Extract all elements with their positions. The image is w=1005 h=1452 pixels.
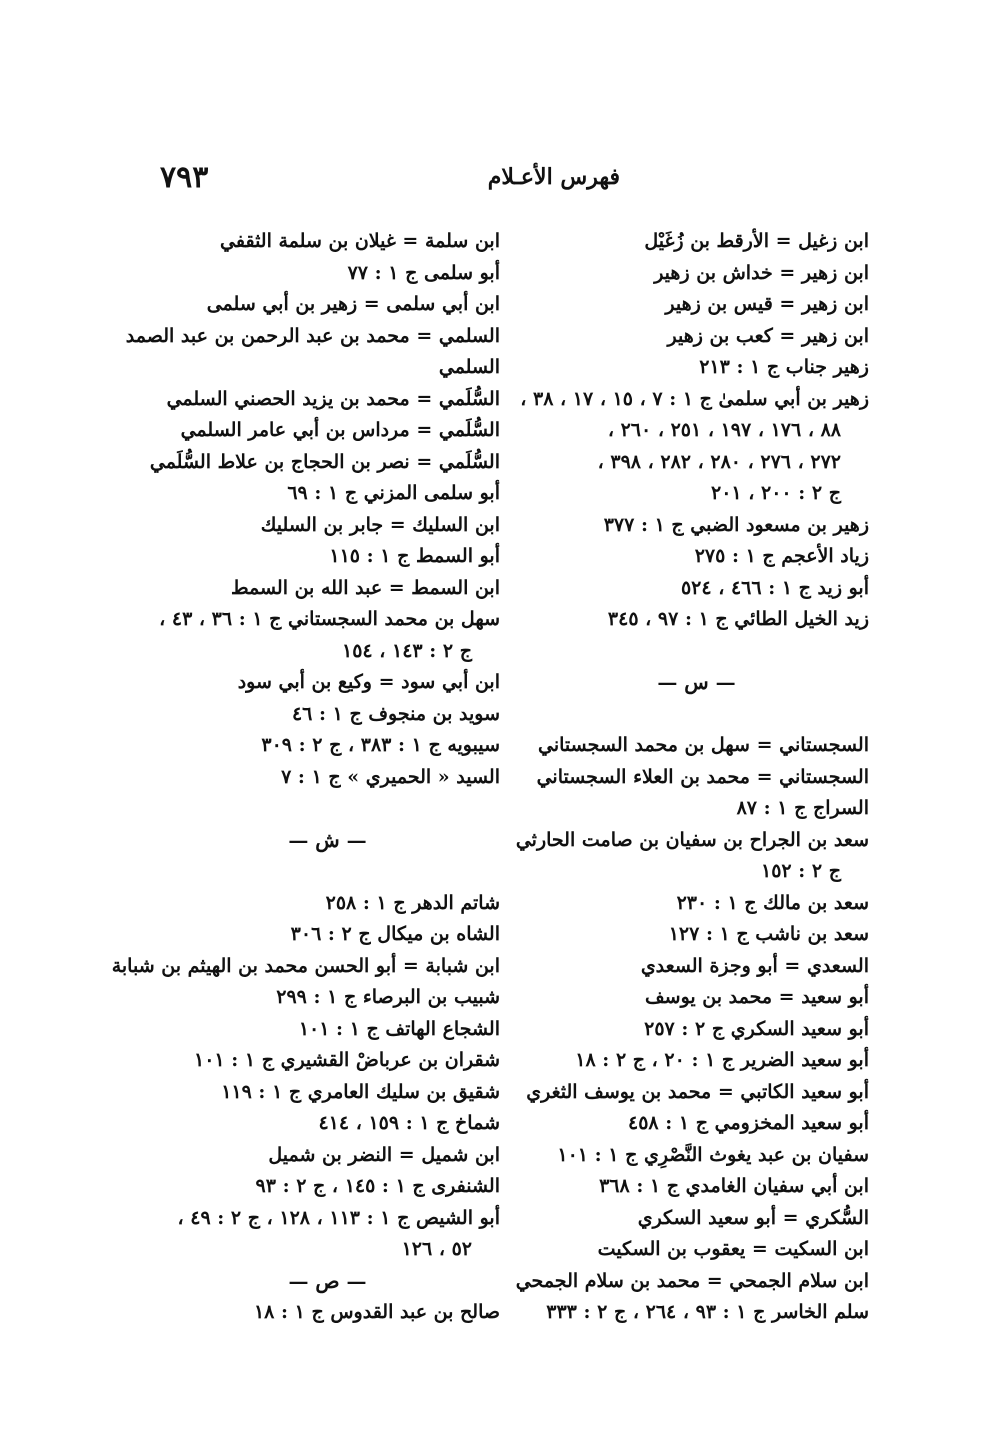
index-entry: ابن السمط = عبد الله بن السمط (230, 576, 500, 599)
index-entry: ابن أبي سفيان الغامدي ج ١ : ٣٦٨ (599, 1175, 869, 1197)
index-entry: السعدي = أبو وجزة السعدي (640, 954, 869, 977)
index-entry: السُّلَمي = نصر بن الحجاج بن علاط السُّلَمي (149, 450, 500, 473)
index-entry: ابن شميل = النضر بن شميل (268, 1143, 500, 1166)
index-entry: أبو الشيص ج ١ : ١١٣ ، ١٢٨ ، ج ٢ : ٤٩ ، (177, 1206, 500, 1229)
index-entry: ج ٢ : ١٥٢ (761, 860, 841, 882)
index-entry: السلمي = محمد بن عبد الرحمن بن عبد الصمد (125, 324, 500, 347)
index-entry: زيد الخيل الطائي ج ١ : ٩٧ ، ٣٤٥ (607, 608, 869, 630)
index-entry: ابن أبي سود = وكيع بن أبي سود (237, 671, 500, 693)
index-entry: زهير بن أبي سلمىٰ ج ١ : ٧ ، ١٥ ، ١٧ ، ٣٨ ، (520, 387, 869, 410)
index-entry: السيد « الحميري » ج ١ : ٧ (281, 765, 500, 788)
index-entry: زهير بن مسعود الضبي ج ١ : ٣٧٧ (603, 513, 869, 536)
index-entry: سيبويه ج ١ : ٣٨٣ ، ج ٢ : ٣٠٩ (261, 734, 500, 756)
index-entry: سعد بن مالك ج ١ : ٢٣٠ (676, 891, 869, 914)
index-entry: ابن أبي سلمى = زهير بن أبي سلمى (206, 293, 500, 315)
index-entry: شقيق بن سليك العامري ج ١ : ١١٩ (221, 1080, 500, 1103)
index-entry: الشاه بن ميكال ج ٢ : ٣٠٦ (290, 923, 500, 945)
index-entry: شقران بن عرباضْ القشيري ج ١ : ١٠١ (193, 1049, 500, 1071)
index-entry: السجستاني = سهل بن محمد السجستاني (538, 734, 869, 756)
index-entry: أبو سلمى المزني ج ١ : ٦٩ (287, 482, 500, 504)
index-entry: السُّلَمي = مرداس بن أبي عامر السلمي (180, 419, 500, 441)
index-entry: أبو زيد ج ١ : ٤٦٦ ، ٥٢٤ (680, 576, 869, 599)
index-entry: سعد بن ناشب ج ١ : ١٢٧ (668, 923, 869, 945)
index-entry: السراج ج ١ : ٨٧ (736, 797, 869, 819)
index-entry: ابن زغيل = الأرقط بن زُغَيْل (644, 230, 869, 252)
section-heading: — س — (657, 670, 736, 694)
index-entry: سعد بن الجراح بن سفيان بن صامت الحارثي (515, 828, 869, 851)
index-entry: ابن السليك = جابر بن السليك (260, 513, 500, 536)
blank-line (524, 699, 869, 731)
index-entry: أبو السمط ج ١ : ١١٥ (329, 545, 500, 567)
page-header (160, 160, 860, 200)
section-heading: — ص — (288, 1268, 367, 1293)
index-entry: أبو سعيد الكاتبي = محمد بن يوسف الثغري (526, 1080, 869, 1103)
index-entry: الشجاع الهاتف ج ١ : ١٠١ (298, 1017, 500, 1040)
blank-line (155, 793, 500, 825)
index-entry: زهير جناب ج ١ : ٢١٣ (699, 356, 869, 378)
index-entry: السُّلَمي = محمد بن يزيد الحصني السلمي (166, 387, 500, 410)
index-entry: أبو سعيد المخزومي ج ١ : ٤٥٨ (628, 1112, 869, 1134)
index-entry: سلم الخاسر ج ١ : ٩٣ ، ٢٦٤ ، ج ٢ : ٣٣٣ (546, 1301, 869, 1323)
index-entry: شاتم الدهر ج ١ : ٢٥٨ (325, 891, 500, 914)
index-entry: شبيب بن البرصاء ج ١ : ٢٩٩ (276, 986, 500, 1008)
left-column (111, 226, 500, 1329)
index-entry: ابن زهير = قيس بن زهير (665, 293, 869, 315)
index-entry: الشنفرى ج ١ : ١٤٥ ، ج ٢ : ٩٣ (255, 1175, 500, 1197)
index-entry: أبو سعيد الضرير ج ١ : ٢٠ ، ج ٢ : ١٨ (575, 1049, 869, 1071)
blank-line (524, 636, 869, 668)
index-entry: ج ٢ : ٢٠٠ ، ٢٠١ (711, 482, 841, 504)
index-entry: ٢٧٢ ، ٢٧٦ ، ٢٨٠ ، ٢٨٢ ، ٣٩٨ ، (597, 450, 841, 473)
page-number: ٧٩٣ (160, 160, 209, 195)
index-entry: ابن السكيت = يعقوب بن السكيت (597, 1238, 869, 1260)
index-entry: ج ٢ : ١٤٣ ، ١٥٤ (342, 639, 472, 662)
index-entry: زياد الأعجم ج ١ : ٢٧٥ (694, 545, 869, 567)
index-entry: ابن سلمة = غيلان بن سلمة الثقفي (220, 230, 500, 252)
index-entry: سفيان بن عبد يغوث النَّصْرِي ج ١ : ١٠١ (557, 1143, 869, 1166)
index-entry: صالح بن عبد القدوس ج ١ : ١٨ (253, 1301, 500, 1323)
right-column (515, 226, 869, 1329)
index-entry: ابن شبابة = أبو الحسن محمد بن الهيثم بن شبابة (111, 954, 500, 977)
index-entry: شماخ ج ١ : ١٥٩ ، ٤١٤ (318, 1112, 500, 1134)
index-entry: ابن زهير = كعب بن زهير (667, 324, 869, 347)
section-heading: — ش — (288, 827, 367, 852)
index-entry: سويد بن منجوف ج ١ : ٤٦ (291, 702, 500, 725)
index-entry: ٨٨ ، ١٧٦ ، ١٩٧ ، ٢٥١ ، ٢٦٠ ، (607, 419, 841, 441)
index-entry: السلمي (438, 356, 500, 378)
index-entry: ٥٢ ، ١٢٦ (401, 1238, 472, 1260)
index-entry: ابن سلام الجمحي = محمد بن سلام الجمحي (515, 1269, 869, 1292)
page-title: فهرس الأعـلام (487, 164, 620, 190)
index-entry: ابن زهير = خداش بن زهير (654, 261, 869, 284)
index-entry: السُّكري = أبو سعيد السكري (637, 1206, 869, 1229)
index-entry: أبو سلمى ج ١ : ٧٧ (347, 261, 500, 284)
index-entry: أبو سعيد = محمد بن يوسف (644, 986, 869, 1008)
index-entry: سهل بن محمد السجستاني ج ١ : ٣٦ ، ٤٣ ، (159, 608, 500, 630)
index-entry: أبو سعيد السكري ج ٢ : ٢٥٧ (644, 1017, 869, 1040)
blank-line (155, 856, 500, 888)
index-entry: السجستاني = محمد بن العلاء السجستاني (536, 765, 869, 788)
